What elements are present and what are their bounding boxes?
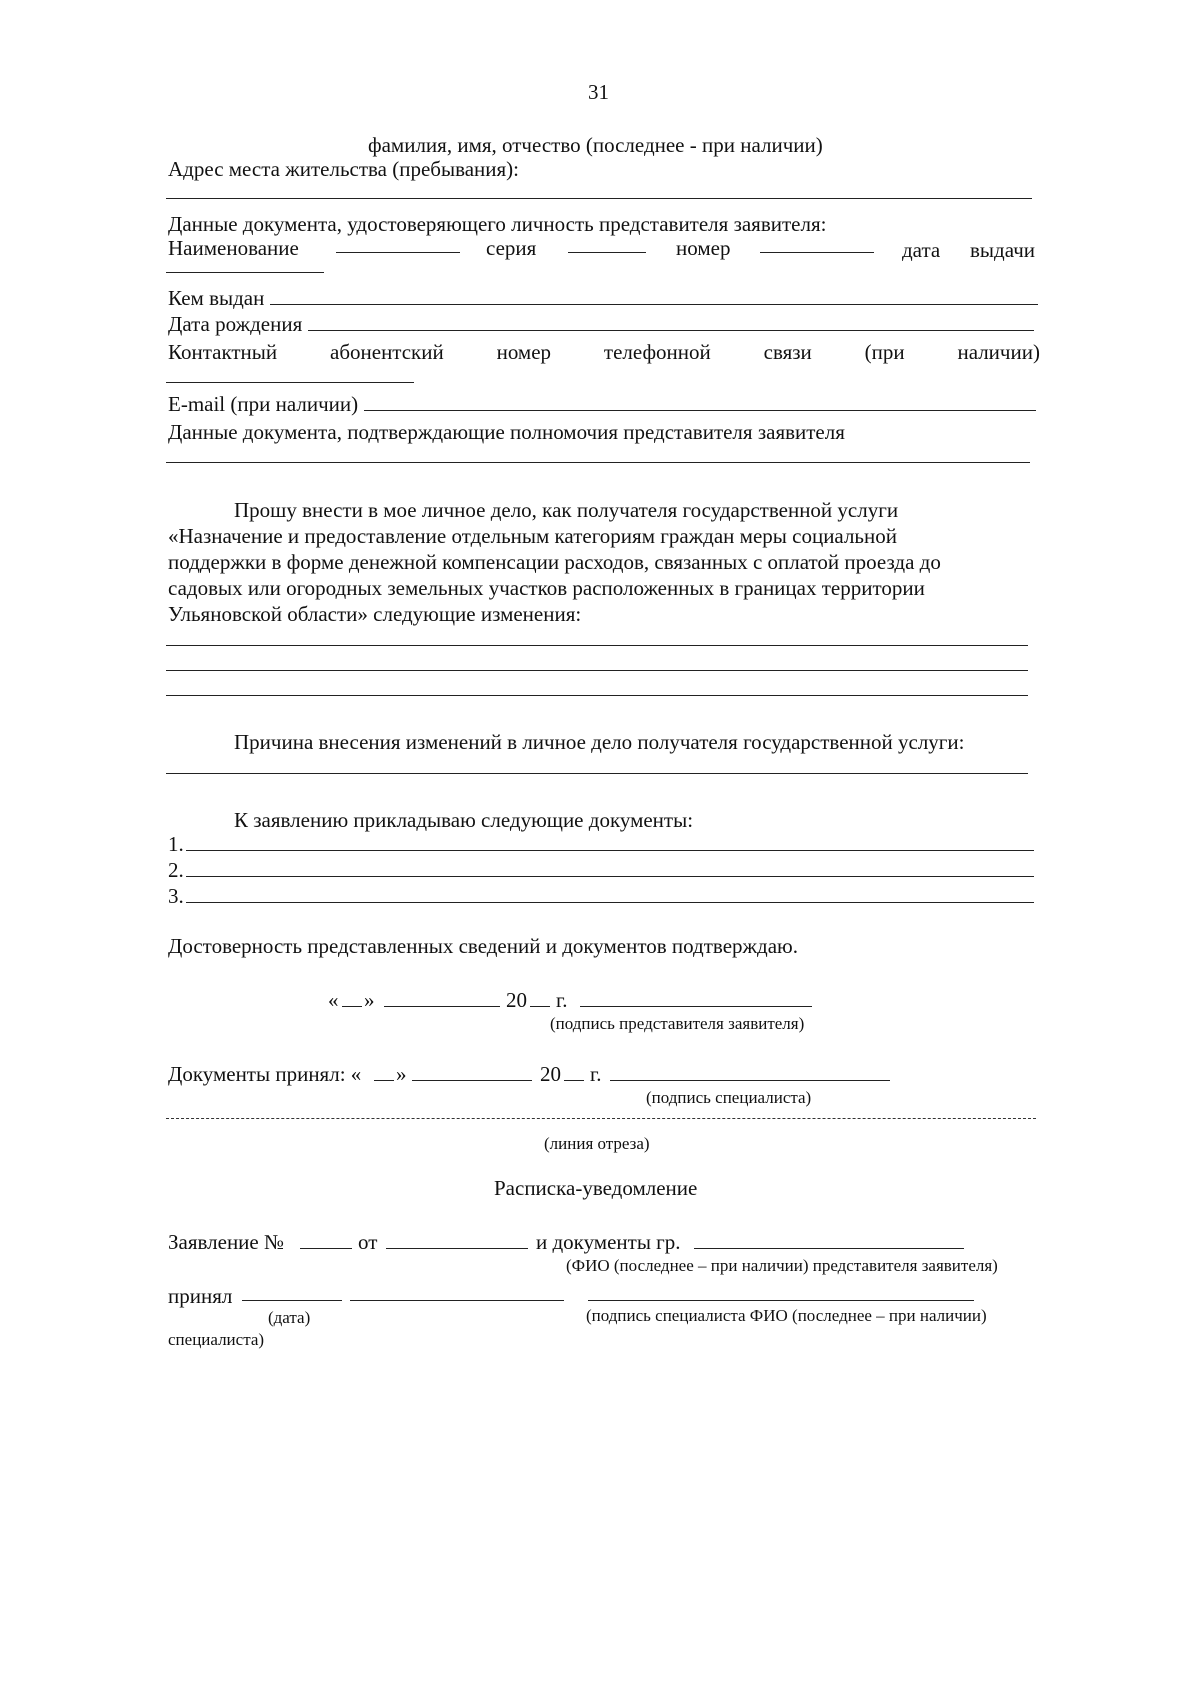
id-doc-number-label: номер <box>676 236 731 260</box>
request-line: «Назначение и предоставление отдельным категориям граждан меры социальной <box>168 524 897 548</box>
applicant-sign-caption: (подпись представителя заявителя) <box>550 1014 805 1033</box>
phone-field[interactable] <box>166 382 414 383</box>
authority-doc-label: Данные документа, подтверждающие полномочия представителя заявителя <box>168 420 845 444</box>
accepted-signature-field[interactable] <box>610 1080 890 1081</box>
address-field[interactable] <box>166 198 1032 199</box>
applicant-year-suffix: г. <box>556 988 568 1012</box>
accepted-month-field[interactable] <box>412 1080 532 1081</box>
authority-doc-field[interactable] <box>166 462 1030 463</box>
cut-line <box>166 1118 1036 1119</box>
applicant-quote-open: « <box>328 988 339 1012</box>
receipt-fio-caption: (ФИО (последнее – при наличии) представителя заявителя) <box>566 1256 998 1275</box>
email-row <box>168 392 1036 416</box>
receipt-specialist-fio-field[interactable] <box>588 1300 974 1301</box>
cut-line-caption: (линия отреза) <box>544 1134 650 1153</box>
id-doc-series-label: серия <box>486 236 537 260</box>
changes-field[interactable] <box>166 670 1028 671</box>
phone-word: телефонной <box>603 340 711 364</box>
receipt-statement-label: Заявление № <box>168 1230 285 1254</box>
id-doc-number-field[interactable] <box>760 252 874 253</box>
id-doc-name-label: Наименование <box>168 236 299 260</box>
birth-date-label: Дата рождения <box>168 312 303 336</box>
applicant-year-field[interactable] <box>530 1006 550 1007</box>
receipt-specialist-caption: (подпись специалиста ФИО (последнее – при наличии) <box>586 1306 987 1325</box>
request-line: поддержки в форме денежной компенсации расходов, связанных с оплатой проезда до <box>168 550 941 574</box>
accepted-sign-caption: (подпись специалиста) <box>646 1088 812 1107</box>
attach-item-number: 1. <box>168 832 184 856</box>
attach-item <box>168 884 1034 908</box>
accepted-day-field[interactable] <box>374 1080 394 1081</box>
id-doc-series-field[interactable] <box>568 252 646 253</box>
fio-caption: фамилия, имя, отчество (последнее - при наличии) <box>368 133 823 157</box>
applicant-day-field[interactable] <box>342 1006 362 1007</box>
request-line: Ульяновской области» следующие изменения: <box>168 602 582 626</box>
applicant-signature-field[interactable] <box>580 1006 812 1007</box>
attach-item-field[interactable] <box>186 832 1034 851</box>
id-doc-title: Данные документа, удостоверяющего личность представителя заявителя: <box>168 212 827 236</box>
phone-word: связи <box>763 340 812 364</box>
receipt-docs-label: и документы гр. <box>536 1230 681 1254</box>
phone-word: (при <box>864 340 905 364</box>
request-line: садовых или огородных земельных участков расположенных в границах территории <box>168 576 925 600</box>
phone-word: наличии) <box>957 340 1040 364</box>
receipt-title: Расписка-уведомление <box>494 1176 698 1200</box>
phone-label-row <box>168 340 1040 364</box>
id-doc-date-label: дата <box>902 238 941 262</box>
attach-item <box>168 858 1034 882</box>
email-field[interactable] <box>364 392 1036 411</box>
birth-date-row <box>168 312 1034 336</box>
phone-word: номер <box>496 340 552 364</box>
receipt-accepted-date-field[interactable] <box>242 1300 342 1301</box>
attach-label: К заявлению прикладываю следующие документы: <box>234 808 694 832</box>
id-doc-name-field[interactable] <box>336 252 460 253</box>
id-doc-date-field[interactable] <box>166 272 324 273</box>
page-number: 31 <box>588 80 609 104</box>
reason-label: Причина внесения изменений в личное дело получателя государственной услуги: <box>234 730 965 754</box>
receipt-specialist-caption-end: специалиста) <box>168 1330 265 1349</box>
birth-date-field[interactable] <box>308 312 1034 331</box>
receipt-date-caption: (дата) <box>268 1308 311 1327</box>
email-label: E-mail (при наличии) <box>168 392 359 416</box>
attach-item-number: 3. <box>168 884 184 908</box>
applicant-quote-close: » <box>364 988 375 1012</box>
applicant-month-field[interactable] <box>384 1006 500 1007</box>
receipt-accepted-label: принял <box>168 1284 233 1308</box>
accepted-year-prefix: 20 <box>540 1062 561 1086</box>
receipt-date-field[interactable] <box>386 1248 528 1249</box>
request-line: Прошу внести в мое личное дело, как получателя государственной услуги <box>234 498 899 522</box>
id-doc-issued-label: выдачи <box>970 238 1035 262</box>
attach-item-field[interactable] <box>186 884 1034 903</box>
receipt-specialist-signature-field[interactable] <box>350 1300 564 1301</box>
receipt-fio-field[interactable] <box>694 1248 964 1249</box>
accepted-year-suffix: г. <box>590 1062 602 1086</box>
attach-item-number: 2. <box>168 858 184 882</box>
accepted-year-field[interactable] <box>564 1080 584 1081</box>
receipt-from-label: от <box>358 1230 378 1254</box>
changes-field[interactable] <box>166 695 1028 696</box>
phone-word: абонентский <box>330 340 444 364</box>
receipt-statement-number-field[interactable] <box>300 1248 352 1249</box>
changes-field[interactable] <box>166 645 1028 646</box>
confirm-text: Достоверность представленных сведений и документов подтверждаю. <box>168 934 798 958</box>
accepted-quote-close: » <box>396 1062 407 1086</box>
issued-by-row <box>168 286 1038 310</box>
attach-item <box>168 832 1034 856</box>
attach-item-field[interactable] <box>186 858 1034 877</box>
phone-word: Контактный <box>168 340 278 364</box>
applicant-year-prefix: 20 <box>506 988 527 1012</box>
issued-by-label: Кем выдан <box>168 286 265 310</box>
accepted-label: Документы принял: « <box>168 1062 362 1086</box>
address-label: Адрес места жительства (пребывания): <box>168 157 520 181</box>
issued-by-field[interactable] <box>270 286 1038 305</box>
reason-field[interactable] <box>166 773 1028 774</box>
